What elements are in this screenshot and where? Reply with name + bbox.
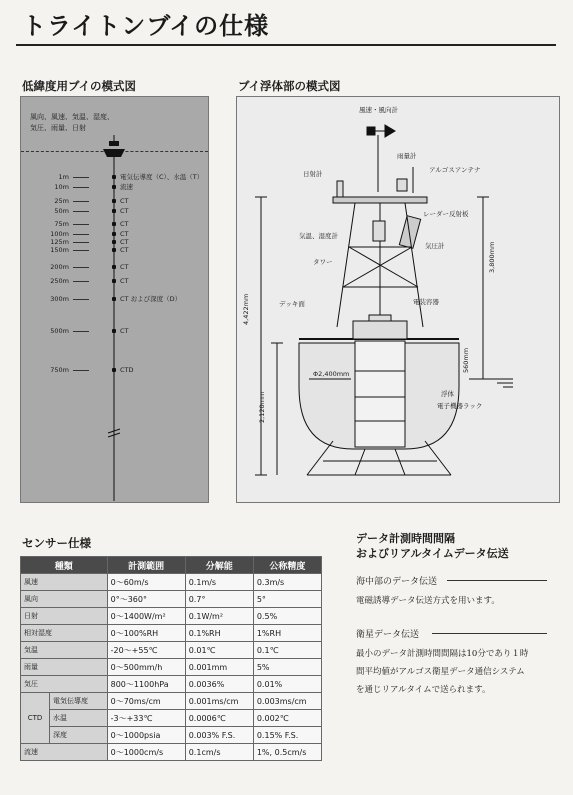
instrument-marker [112,209,116,213]
instrument-marker [112,265,116,269]
float-panel [236,96,560,503]
instrument-label: CT [120,220,129,228]
sensor-range: 0〜1000psia [107,727,185,744]
satellite-text-line1: 最小のデータ計測時間間隔は10分であり１時 [356,649,529,659]
label-rain: 雨量計 [397,152,417,160]
label-draft: 560mm [462,347,470,373]
sensor-range: 0〜70ms/cm [107,693,185,710]
instrument-marker [112,185,116,189]
surface-sensors-line1: 風向、風速、気温、湿度、 [30,113,114,121]
instrument-label: CT [120,230,129,238]
sensor-kind: 深度 [50,727,108,744]
label-radar: レーダー反射板 [423,210,469,218]
satellite-text [356,645,528,699]
sensor-range: 0〜1000cm/s [107,744,185,761]
sensor-kind: 電気伝導度 [50,693,108,710]
instrument-label: CT [120,277,129,285]
sensor-resolution: 0.1W/m² [185,608,253,625]
instrument-marker [112,248,116,252]
sensor-kind: 雨量 [21,659,108,676]
sensor-range: 0〜500mm/h [107,659,185,676]
label-wind: 風速・風向計 [359,106,398,114]
label-deck: デッキ面 [279,300,305,308]
header-kind: 種類 [21,557,108,574]
label-float: 浮体 [441,390,454,398]
sensor-row [21,676,322,693]
depth-label: 10m [54,183,69,191]
instrument-marker [112,222,116,226]
sensor-kind: 日射 [21,608,108,625]
label-height-upper: 3,800mm [488,241,496,273]
sensor-range: 0°〜360° [107,591,185,608]
sensor-range: -3〜+33℃ [107,710,185,727]
depth-label: 125m [50,238,69,246]
depth-label: 100m [50,230,69,238]
depth-label: 250m [50,277,69,285]
instrument-label: CT [120,207,129,215]
rain-gauge-icon [397,179,407,191]
instrument-marker [112,232,116,236]
sensor-title: センサー仕様 [22,536,91,550]
sensor-range: 800〜1100hPa [107,676,185,693]
instrument-marker [112,297,116,301]
instrument-label: CTD [120,366,134,374]
header-accuracy: 公称精度 [253,557,321,574]
sensor-row [21,625,322,642]
depth-tick [73,177,89,178]
sensor-row [21,591,322,608]
sensor-accuracy: 0.01% [253,676,321,693]
sensor-kind: 風速 [21,574,108,591]
instrument-marker [112,279,116,283]
instrument-label: CT [120,327,129,335]
depth-tick [73,201,89,202]
sensor-resolution: 0.0036% [185,676,253,693]
instrument-marker [112,368,116,372]
transmission-title-line1: データ計測時間間隔 [356,532,455,545]
subsea-rule [447,580,547,581]
sensor-kind: 風向 [21,591,108,608]
depth-label: 200m [50,263,69,271]
satellite-heading: 衛星データ伝送 [356,630,420,640]
sensor-resolution: 0.0006℃ [185,710,253,727]
instrument-marker [112,329,116,333]
depth-tick [73,299,89,300]
sensor-resolution: 0.1cm/s [185,744,253,761]
label-argos: アルゴスアンテナ [429,166,481,174]
label-diameter: Φ2,400mm [313,370,350,378]
wind-sensor-icon [367,127,375,135]
depth-tick [73,370,89,371]
label-rack: 電子機器ラック [437,402,483,410]
sensor-resolution: 0.001ms/cm [185,693,253,710]
sensor-accuracy: 0.1℃ [253,642,321,659]
sensor-range: -20〜+55℃ [107,642,185,659]
sensor-resolution: 0.001mm [185,659,253,676]
depth-label: 50m [54,207,69,215]
sensor-row [21,693,322,710]
depth-label: 1m [58,173,69,181]
depth-label: 300m [50,295,69,303]
instrument-label: CT および深度（D） [120,295,182,303]
depth-tick [73,234,89,235]
depth-tick [73,281,89,282]
radar-reflector-icon [399,216,420,249]
depth-tick [73,250,89,251]
instrument-marker [112,175,116,179]
sensor-accuracy: 0.3m/s [253,574,321,591]
instrument-label: CT [120,246,129,254]
sensor-row [21,574,322,591]
ctd-group-label: CTD [21,693,50,744]
transmission-title-line2: およびリアルタイムデータ伝送 [356,547,509,560]
sensor-row [21,727,322,744]
sensor-table [20,556,322,761]
sensor-range: 0〜1400W/m² [107,608,185,625]
instrument-label: CT [120,197,129,205]
float-title: ブイ浮体部の模式図 [238,79,341,93]
sensor-accuracy: 0.002℃ [253,710,321,727]
depth-tick [73,211,89,212]
title-rule [16,44,556,46]
sensor-resolution: 0.003% F.S. [185,727,253,744]
depth-label: 500m [50,327,69,335]
sensor-accuracy: 5° [253,591,321,608]
electronics-container-icon [353,321,407,339]
sensor-row [21,710,322,727]
satellite-rule [432,633,547,634]
sensor-accuracy: 0.003ms/cm [253,693,321,710]
sensor-kind: 気温 [21,642,108,659]
label-solar: 日射計 [303,170,323,178]
sensor-accuracy: 5% [253,659,321,676]
sensor-resolution: 0.1%RH [185,625,253,642]
label-temp-hum: 気温、湿度計 [299,232,338,240]
header-resolution: 分解能 [185,557,253,574]
sensor-accuracy: 0.5% [253,608,321,625]
instrument-label: 流速 [120,183,133,191]
label-electronics: 電装容器 [413,298,439,306]
sensor-resolution: 0.1m/s [185,574,253,591]
header-range: 計測範囲 [107,557,185,574]
subsea-heading: 海中部のデータ伝送 [356,577,438,587]
depth-tick [73,267,89,268]
sensor-kind: 流速 [21,744,108,761]
sensor-range: 0〜60m/s [107,574,185,591]
sensor-accuracy: 0.15% F.S. [253,727,321,744]
sensor-resolution: 0.7° [185,591,253,608]
depth-tick [73,331,89,332]
sensor-resolution: 0.01℃ [185,642,253,659]
sensor-row [21,659,322,676]
depth-tick [73,187,89,188]
sensor-row [21,642,322,659]
sensor-kind: 相対湿度 [21,625,108,642]
solar-sensor-icon [337,181,343,197]
sensor-accuracy: 1%RH [253,625,321,642]
instrument-marker [112,199,116,203]
sensor-range: 0〜100%RH [107,625,185,642]
sensor-accuracy: 1%, 0.5cm/s [253,744,321,761]
mooring-panel [20,96,209,503]
page-title: トライトンブイの仕様 [22,12,270,40]
satellite-text-line2: 間平均値がアルゴス衛星データ通信システム [356,667,525,677]
depth-label: 75m [54,220,69,228]
sensor-row [21,744,322,761]
sensor-kind: 気圧 [21,676,108,693]
label-tower: タワー [313,258,333,266]
sensor-kind: 水温 [50,710,108,727]
subsea-text: 電磁誘導データ伝送方式を用います。 [356,596,500,606]
label-pressure: 気圧計 [425,242,445,250]
depth-tick [73,242,89,243]
temp-humidity-icon [373,221,385,241]
sensor-table-body [21,574,322,761]
label-height-lower: 2,120mm [258,391,266,423]
depth-tick [73,224,89,225]
instrument-label: CT [120,238,129,246]
depth-label: 750m [50,366,69,374]
satellite-text-line3: を通じリアルタイムで送られます。 [356,685,491,695]
depth-label: 25m [54,197,69,205]
sensor-table-header [21,557,322,574]
instrument-label: CT [120,263,129,271]
mooring-title: 低緯度用ブイの模式図 [22,79,136,93]
depth-label: 150m [50,246,69,254]
instrument-marker [112,240,116,244]
instrument-label: 電気伝導度（C）、水温（T） [120,173,204,181]
surface-sensors-line2: 気圧、雨量、日射 [30,124,86,132]
label-height-total: 4,422mm [242,293,250,325]
sensor-row [21,608,322,625]
